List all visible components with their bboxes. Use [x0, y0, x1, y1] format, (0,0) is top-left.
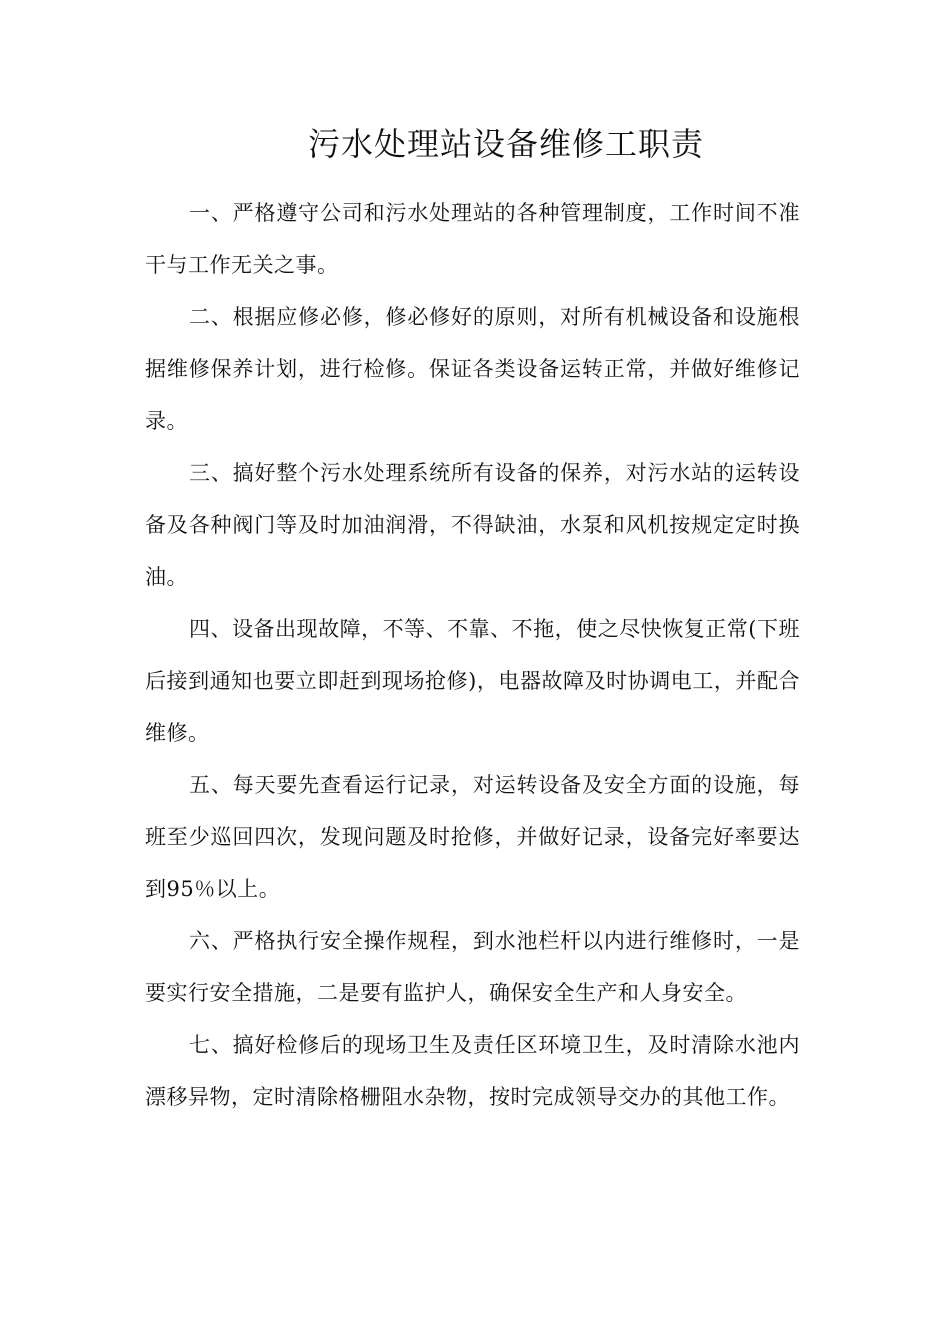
- duty-item-2: 二、根据应修必修，修必修好的原则，对所有机械设备和设施根据维修保养计划，进行检修。保证各类设备运转正常，并做好维修记录。: [145, 305, 800, 433]
- duty-item-6: 六、严格执行安全操作规程，到水池栏杆以内进行维修时，一是要实行安全措施，二是要有监护人，确保安全生产和人身安全。: [145, 929, 800, 1005]
- duty-item-1: 一、严格遵守公司和污水处理站的各种管理制度，工作时间不准干与工作无关之事。: [145, 201, 800, 277]
- document-body: [145, 187, 800, 1123]
- duty-item-4: 四、设备出现故障，不等、不靠、不拖，使之尽快恢复正常(下班后接到通知也要立即赶到现场抢修)，电器故障及时协调电工，并配合维修。: [145, 617, 800, 745]
- duty-item-3: 三、搞好整个污水处理系统所有设备的保养，对污水站的运转设备及各种阀门等及时加油润滑，不得缺油，水泵和风机按规定定时换油。: [145, 461, 800, 589]
- duty-item-7: 七、搞好检修后的现场卫生及责任区环境卫生，及时清除水池内漂移异物，定时清除格栅阻水杂物，按时完成领导交办的其他工作。: [145, 1033, 800, 1109]
- document-title: 污水处理站设备维修工职责: [307, 125, 704, 163]
- duty-item-5: 五、每天要先查看运行记录，对运转设备及安全方面的设施，每班至少巡回四次，发现问题及时抢修，并做好记录，设备完好率要达到95％以上。: [145, 773, 800, 901]
